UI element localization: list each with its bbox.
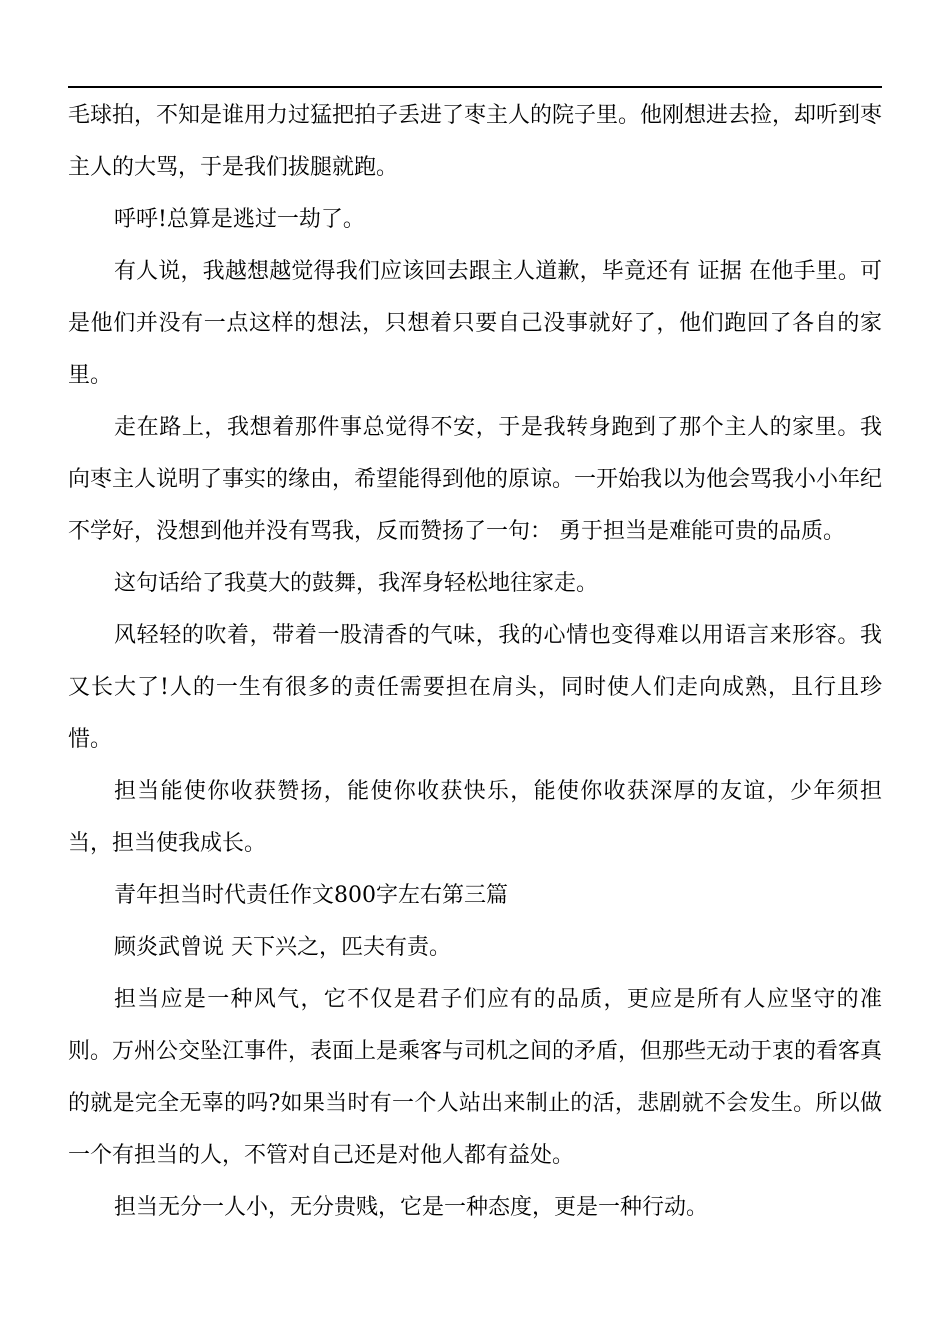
paragraph: 走在路上，我想着那件事总觉得不安，于是我转身跑到了那个主人的家里。我向枣主人说明了事实的缘由，希望能得到他的原谅。一开始我以为他会骂我小小年纪不学好，没想到他并没有骂我，反而赞扬了一句： 勇于担当是难能可贵的品质。	[68, 415, 883, 544]
section-heading: 青年担当时代责任作文800字左右第三篇	[114, 883, 508, 908]
paragraph: 这句话给了我莫大的鼓舞，我浑身轻松地往家走。	[114, 571, 599, 596]
paragraph: 担当应是一种风气，它不仅是君子们应有的品质，更应是所有人应坚守的准则。万州公交坠江事件，表面上是乘客与司机之间的矛盾，但那些无动于衷的看客真的就是完全无辜的吗?如果当时有一个人站出来制止的活，悲剧就不会发生。所以做一个有担当的人，不管对自己还是对他人都有益处。	[68, 987, 883, 1168]
document-body	[68, 90, 882, 1234]
paragraph-continued: 毛球拍，不知是谁用力过猛把拍子丢进了枣主人的院子里。他刚想进去捡，却听到枣主人的大骂，于是我们拔腿就跑。	[68, 103, 883, 180]
header-rule	[68, 86, 882, 88]
paragraph: 担当无分一人小，无分贵贱，它是一种态度，更是一种行动。	[114, 1195, 709, 1220]
paragraph: 呼呼!总算是逃过一劫了。	[114, 207, 365, 232]
paragraph: 风轻轻的吹着，带着一股清香的气味，我的心情也变得难以用语言来形容。我又长大了!人的一生有很多的责任需要担在肩头，同时使人们走向成熟，且行且珍惜。	[68, 623, 882, 752]
paragraph: 有人说，我越想越觉得我们应该回去跟主人道歉，毕竟还有 证据 在他手里。可是他们并没有一点这样的想法，只想着只要自己没事就好了，他们跑回了各自的家里。	[68, 259, 882, 388]
paragraph: 担当能使你收获赞扬，能使你收获快乐，能使你收获深厚的友谊，少年须担当，担当使我成长。	[68, 779, 882, 856]
paragraph: 顾炎武曾说 天下兴之，匹夫有责。	[114, 935, 451, 960]
